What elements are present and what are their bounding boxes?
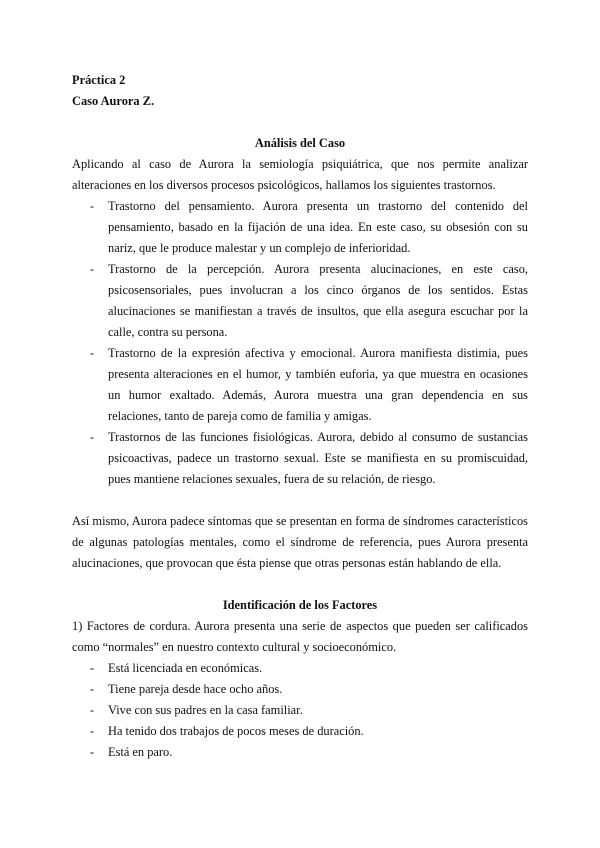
analysis-closing: Así mismo, Aurora padece síntomas que se presentan en forma de síndromes característicos de algunas patologías mentales, como el síndrome de referencia, pues Aurora presenta alucinaciones, que provocan que ésta piense que otras personas están hablando de ella. — [72, 514, 528, 570]
dash-bullet: - — [90, 661, 95, 675]
factors-intro: 1) Factores de cordura. Aurora presenta una serie de aspectos que pueden ser calificados como “normales” en nuestro contexto cultural y socioeconómico. — [72, 619, 528, 654]
list-item: - Trastorno de la expresión afectiva y emocional. Aurora manifiesta distimia, pues presenta alteraciones en el humor, y también euforia, ya que muestra en ocasiones un humor exaltado. Además, Aurora muestra una gran dependencia en sus relaciones, tanto de pareja como de familia y amigas. — [72, 343, 528, 427]
case-title: Caso Aurora Z. — [72, 94, 155, 108]
dash-bullet: - — [90, 199, 95, 213]
list-item: - Ha tenido dos trabajos de pocos meses de duración. — [72, 721, 528, 742]
factors-heading: Identificación de los Factores — [222, 598, 378, 612]
list-item: - Trastornos de las funciones fisiológicas. Aurora, debido al consumo de sustancias psicoactivas, padece un trastorno sexual. Este se manifiesta en su promiscuidad, pues mantiene relaciones sexuales, fuera de su relación, de riesgo. — [72, 427, 528, 490]
disorder-list — [72, 196, 528, 490]
dash-bullet: - — [90, 703, 95, 717]
list-item: - Está en paro. — [72, 742, 528, 763]
dash-bullet: - — [90, 262, 95, 276]
list-item: - Trastorno de la percepción. Aurora presenta alucinaciones, en este caso, psicosensoriales, pues involucran a los cinco órganos de los sentidos. Estas alucinaciones se manifiestan a través de insultos, que ella asegura escuchar por la calle, contra su persona. — [72, 259, 528, 343]
dash-bullet: - — [90, 682, 95, 696]
list-item: - Tiene pareja desde hace ocho años. — [72, 679, 528, 700]
dash-bullet: - — [90, 430, 95, 444]
list-item: - Trastorno del pensamiento. Aurora presenta un trastorno del contenido del pensamiento, basado en la fijación de una idea. En este caso, su obsesión con su nariz, que le produce malestar y un complejo de inferioridad. — [72, 196, 528, 259]
analysis-intro: Aplicando al caso de Aurora la semiología psiquiátrica, que nos permite analizar alteraciones en los diversos procesos psicológicos, hallamos los siguientes trastornos. — [72, 157, 528, 192]
dash-bullet: - — [90, 724, 95, 738]
dash-bullet: - — [90, 745, 95, 759]
document-body — [72, 70, 528, 763]
list-item: - Vive con sus padres en la casa familiar. — [72, 700, 528, 721]
list-item: - Está licenciada en económicas. — [72, 658, 528, 679]
analysis-heading: Análisis del Caso — [254, 136, 346, 150]
practice-title: Práctica 2 — [72, 73, 126, 87]
dash-bullet: - — [90, 346, 95, 360]
sanity-factor-list — [72, 658, 528, 763]
